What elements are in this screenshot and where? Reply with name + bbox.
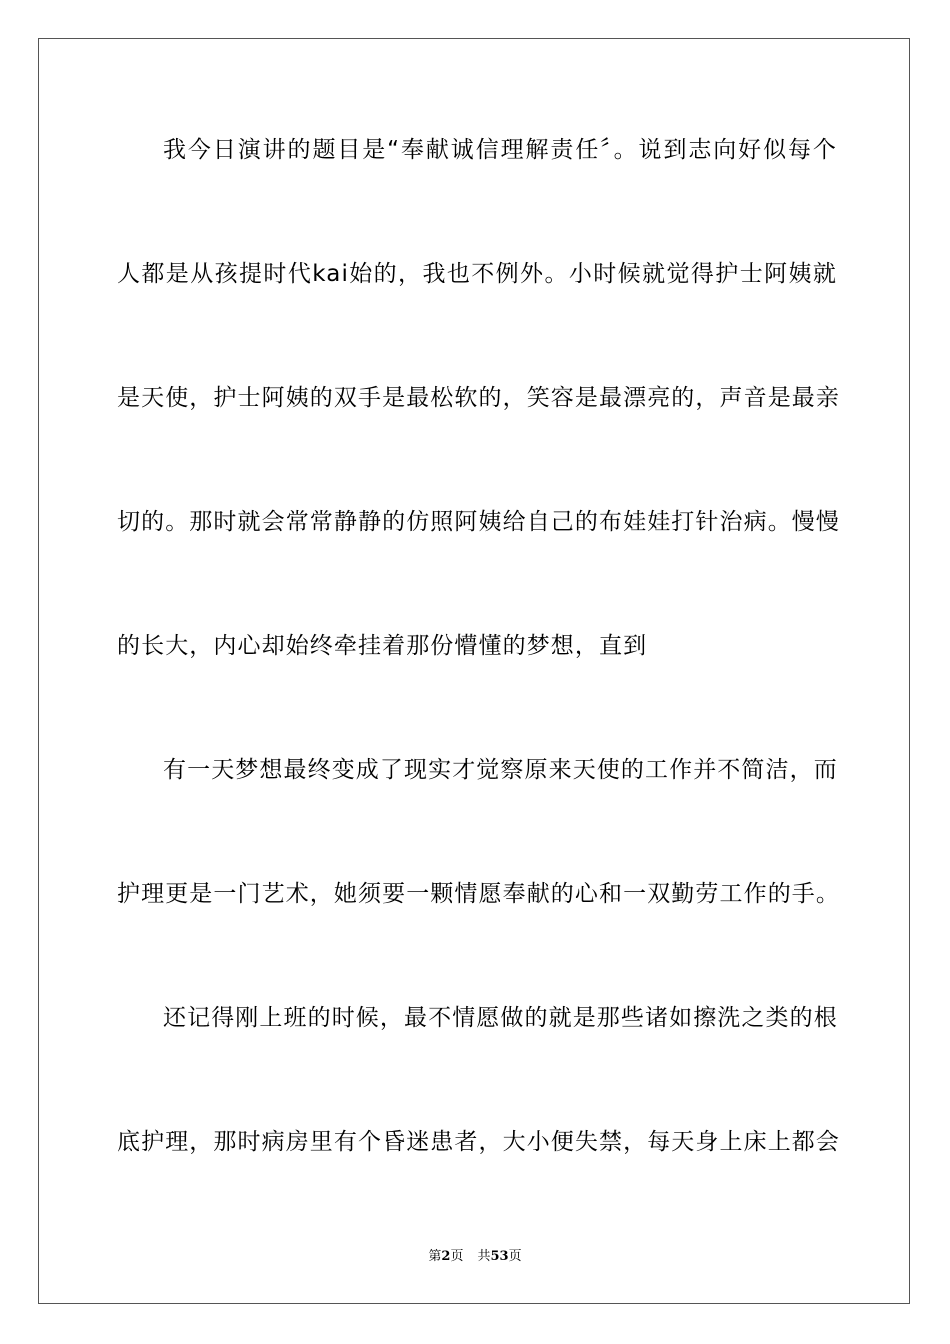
text-line-3: 是天使，护士阿姨的双手是最松软的，笑容是最漂亮的，声音是最亲	[117, 385, 840, 411]
total-prefix: 共	[477, 1249, 491, 1264]
page-border	[38, 38, 910, 1304]
page-footer	[0, 1247, 950, 1267]
text-line-8: 还记得刚上班的时候，最不情愿做的就是那些诸如擦洗之类的根	[163, 1005, 838, 1031]
text-line-4: 切的。那时就会常常静静的仿照阿姨给自己的布娃娃打针治病。慢慢	[117, 509, 840, 535]
text-line-9: 底护理，那时病房里有个昏迷患者，大小便失禁，每天身上床上都会	[117, 1129, 840, 1155]
text-line-2: 人都是从孩提时代kai始的，我也不例外。小时候就觉得护士阿姨就	[117, 261, 837, 287]
text-line-1: 我今日演讲的题目是“奉献诚信理解责任〞。说到志向好似每个	[163, 137, 837, 163]
total-suffix: 页	[508, 1249, 522, 1264]
text-line-5: 的长大，内心却始终牵挂着那份懵懂的梦想，直到	[117, 633, 648, 659]
page-suffix: 页	[450, 1249, 464, 1264]
text-line-7: 护理更是一门艺术，她须要一颗情愿奉献的心和一双勤劳工作的手。	[117, 881, 840, 907]
total-pages: 53	[490, 1249, 509, 1264]
page-number: 2	[441, 1249, 451, 1264]
text-line-6: 有一天梦想最终变成了现实才觉察原来天使的工作并不简洁，而	[163, 757, 838, 783]
page-prefix: 第	[428, 1249, 442, 1264]
